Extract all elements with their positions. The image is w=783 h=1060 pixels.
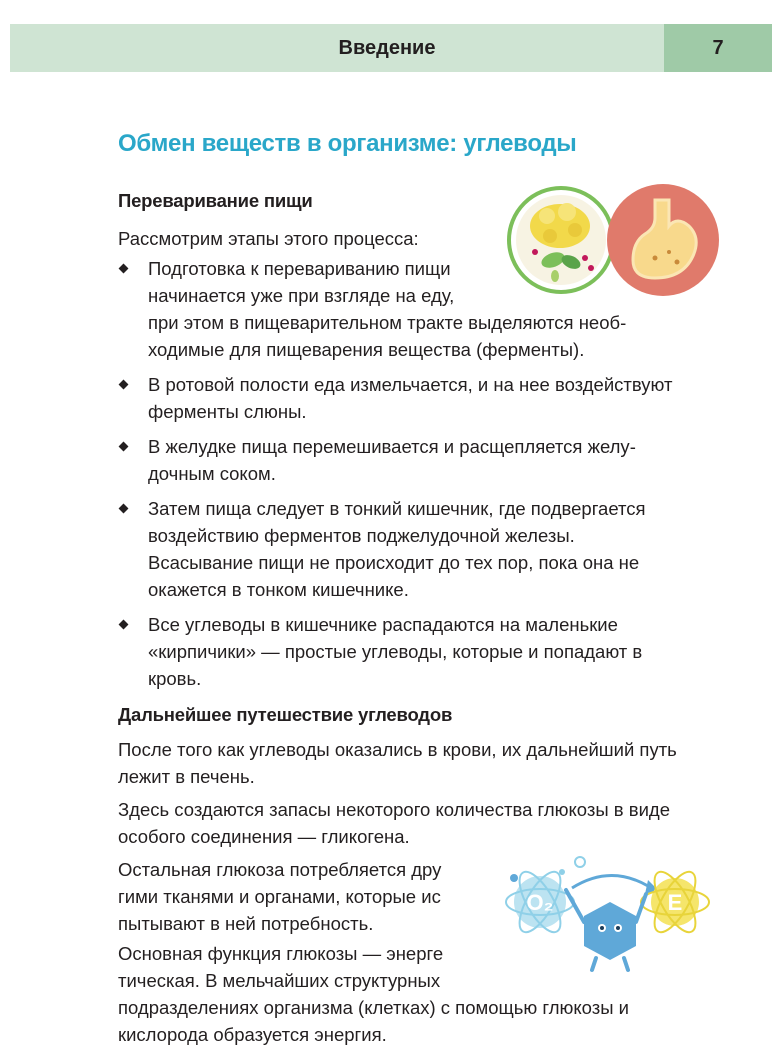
list-item: [118, 371, 678, 425]
bullet-icon: [119, 620, 129, 630]
arrow-icon: [572, 875, 648, 888]
paragraph-consumption: [118, 856, 498, 937]
paragraph-liver: После того как углеводы оказались в крови, их дальнейший путь лежит в печень.: [118, 739, 677, 787]
glucose-character-icon: [566, 890, 646, 970]
page-number: 7: [664, 24, 772, 72]
paragraph-line: Остальная глюкоза потребляется дру: [118, 859, 442, 880]
energy-label: E: [667, 890, 683, 915]
energy-illustration: [500, 850, 720, 975]
paragraph-glycogen: Здесь создаются запасы некоторого количества глюкозы в виде особого соединения — гликогена.: [118, 799, 671, 847]
list-item: [118, 255, 678, 363]
section-heading: Обмен веществ в организме: углеводы: [118, 130, 577, 157]
subheading-carbs-journey: Дальнейшее путешествие углеводов: [118, 704, 453, 725]
paragraph-line: Основная функция глюкозы — энерге: [118, 943, 444, 964]
intro-text: Рассмотрим этапы этого процесса:: [118, 228, 419, 249]
list-item-text: при этом в пищеварительном тракте выделяются необходимые для пищеварения вещества (ферменты).: [148, 312, 627, 360]
bullet-icon: [119, 380, 129, 390]
paragraph-line: подразделениях организма (клетках) с помощью глюкозы и кислорода образуется энергия.: [118, 997, 630, 1045]
subheading-digestion: Переваривание пищи: [118, 190, 313, 211]
list-item-text: Все углеводы в кишечнике распадаются на маленькие «кирпичики» — простые углеводы, которые и попадают в кровь.: [148, 614, 643, 689]
bullet-icon: [119, 504, 129, 514]
chapter-title: Введение: [10, 24, 664, 72]
paragraph-line: пытывают в ней потребность.: [118, 913, 374, 934]
paragraph-line: гими тканями и органами, которые ис: [118, 886, 441, 907]
page-header: [10, 24, 772, 72]
list-item-text: Затем пища следует в тонкий кишечник, где подвергается воздействию ферментов поджелудочной железы. Всасывание пищи не происходит до тех пор, пока она не окажется в тонком кишечнике.: [148, 498, 646, 600]
list-item-text: начинается уже при взгляде на еду,: [148, 285, 455, 306]
bullet-icon: [119, 442, 129, 452]
list-item-text: Подготовка к перевариванию пищи: [148, 258, 451, 279]
list-item-text: В ротовой полости еда измельчается, и на нее воздействуют ферменты слюны.: [148, 374, 673, 422]
bullet-icon: [119, 264, 129, 274]
list-item: [118, 611, 678, 692]
list-item: [118, 433, 678, 487]
list-item-text: В желудке пища перемешивается и расщепляется желудочным соком.: [148, 436, 636, 484]
paragraph-line: тическая. В мельчайших структурных: [118, 970, 441, 991]
oxygen-atom-icon: [506, 866, 574, 938]
energy-atom-icon: [641, 866, 709, 938]
oxygen-label: O₂: [526, 890, 554, 915]
list-item: [118, 495, 678, 603]
digestion-steps-list: [118, 255, 678, 700]
